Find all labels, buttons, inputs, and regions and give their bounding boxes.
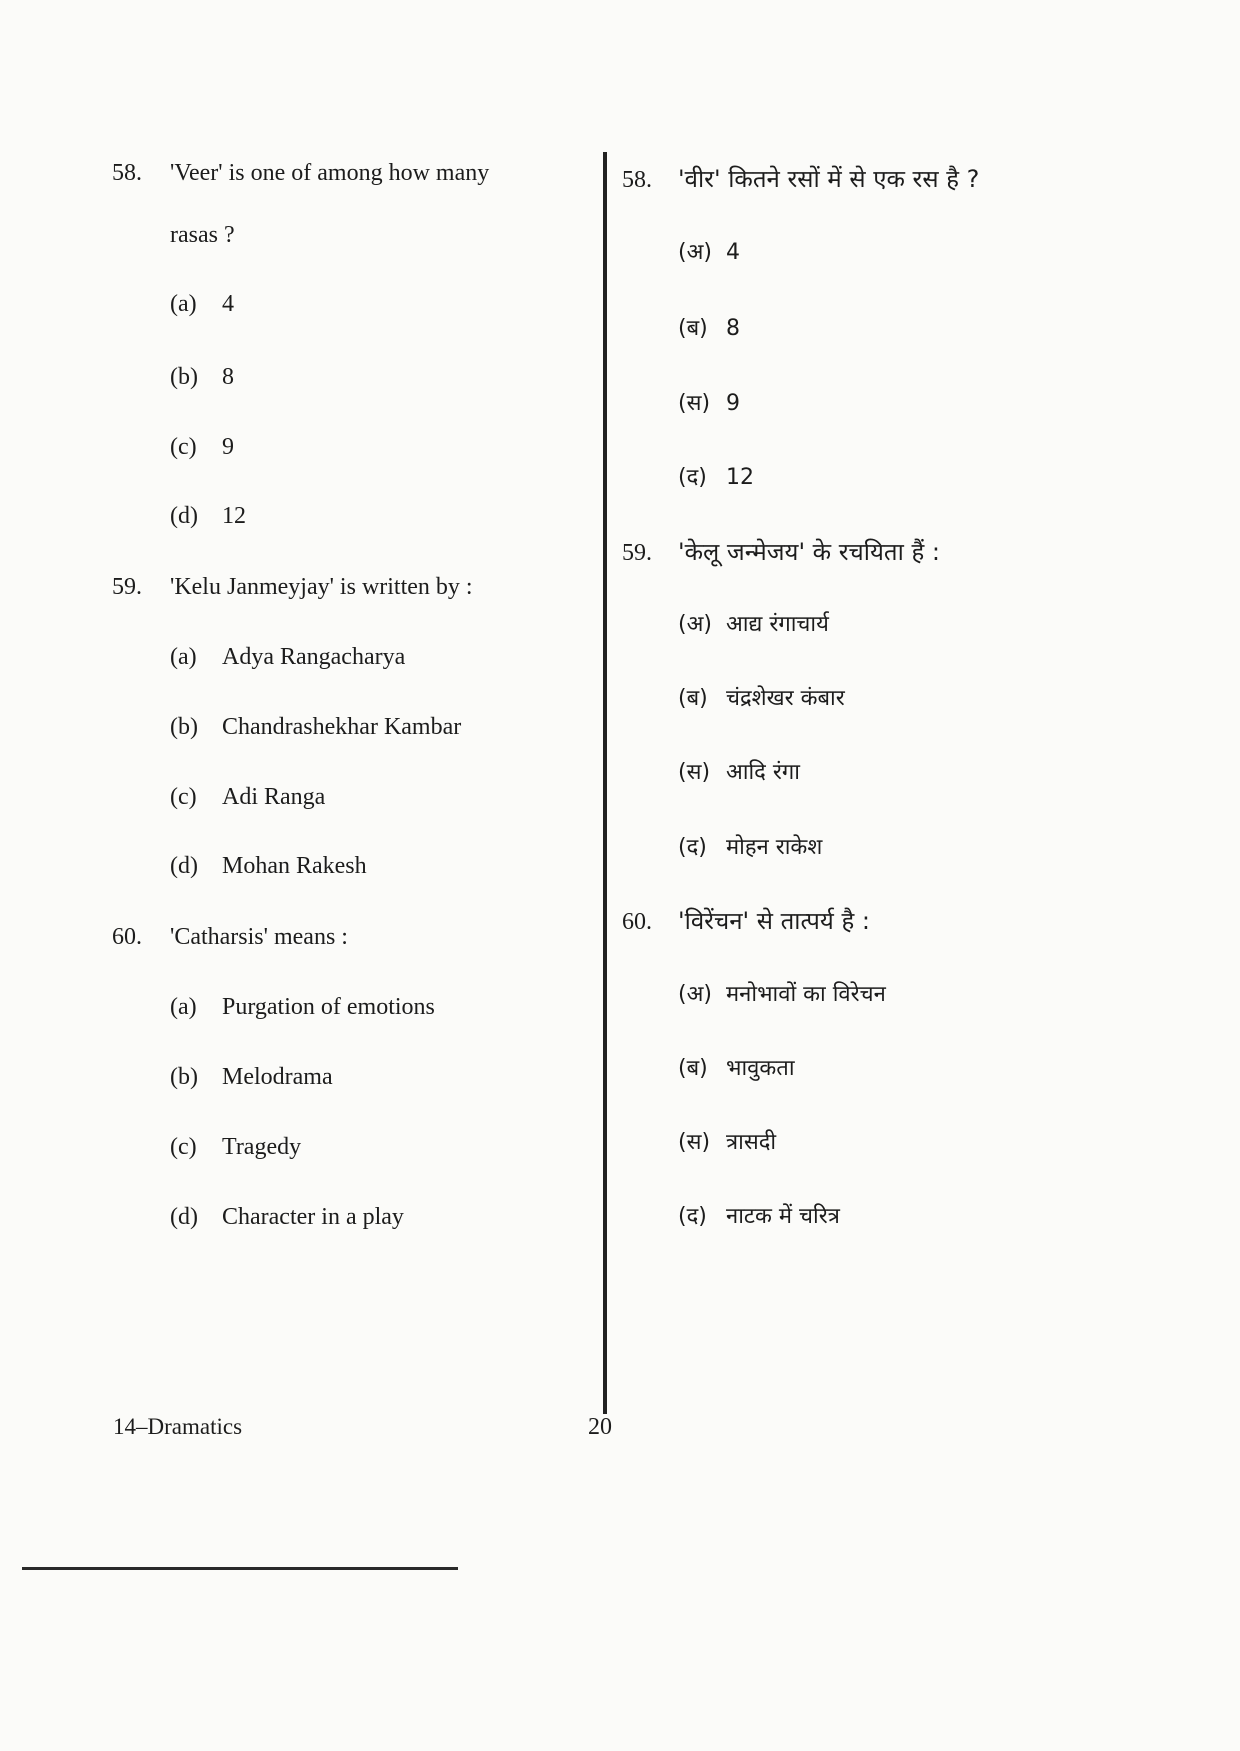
option-c: (स) आदि रंगा (678, 760, 800, 785)
option-d: (d) Character in a play (170, 1204, 404, 1230)
option-b: (b) 8 (170, 364, 234, 390)
question-text: 'Veer' is one of among how many (170, 160, 490, 186)
option-b: (ब) भावुकता (678, 1056, 795, 1081)
option-d: (द) 12 (678, 465, 754, 490)
option-a: (अ) मनोभावों का विरेचन (678, 982, 886, 1007)
option-d: (द) नाटक में चरित्र (678, 1204, 840, 1229)
page-number: 20 (588, 1414, 612, 1440)
question-number: 60. (622, 909, 652, 935)
option-c: (स) 9 (678, 391, 740, 416)
option-c: (c) Tragedy (170, 1134, 302, 1160)
bottom-rule (22, 1567, 458, 1570)
option-d: (d) Mohan Rakesh (170, 853, 367, 879)
paper-code: 14–Dramatics (113, 1414, 243, 1439)
question-58-hi (622, 162, 979, 195)
question-number: 58. (112, 160, 142, 186)
option-b: (ब) चंद्रशेखर कंबार (678, 686, 845, 711)
option-a: (a) 4 (170, 291, 234, 317)
question-number: 60. (112, 924, 142, 950)
option-a: (अ) आद्य रंगाचार्य (678, 612, 829, 637)
option-a: (a) Purgation of emotions (170, 994, 435, 1020)
question-text-continued: rasas ? (170, 222, 235, 248)
option-d: (d) 12 (170, 503, 246, 529)
option-b: (ब) 8 (678, 316, 740, 341)
question-60-en (112, 924, 348, 951)
option-d: (द) मोहन राकेश (678, 835, 823, 860)
column-divider (603, 152, 607, 1414)
option-a: (अ) 4 (678, 240, 740, 265)
option-b: (b) Chandrashekhar Kambar (170, 714, 462, 740)
question-58-en (112, 160, 489, 187)
question-number: 58. (622, 167, 652, 193)
question-59-hi (622, 535, 940, 568)
question-text: 'केलू जन्मेजय' के रचयिता हैं : (678, 538, 940, 566)
question-number: 59. (112, 574, 142, 600)
question-text: 'Kelu Janmeyjay' is written by : (170, 574, 473, 600)
option-c: (c) Adi Ranga (170, 784, 326, 810)
option-b: (b) Melodrama (170, 1064, 333, 1090)
question-text: 'Catharsis' means : (170, 924, 348, 950)
question-59-en (112, 574, 473, 601)
question-number: 59. (622, 540, 652, 566)
option-c: (c) 9 (170, 434, 234, 460)
question-text: 'विरेंचन' से तात्पर्य है : (678, 907, 870, 935)
option-c: (स) त्रासदी (678, 1130, 777, 1155)
question-text: 'वीर' कितने रसों में से एक रस है ? (678, 165, 980, 193)
question-60-hi (622, 904, 870, 937)
option-a: (a) Adya Rangacharya (170, 644, 406, 670)
